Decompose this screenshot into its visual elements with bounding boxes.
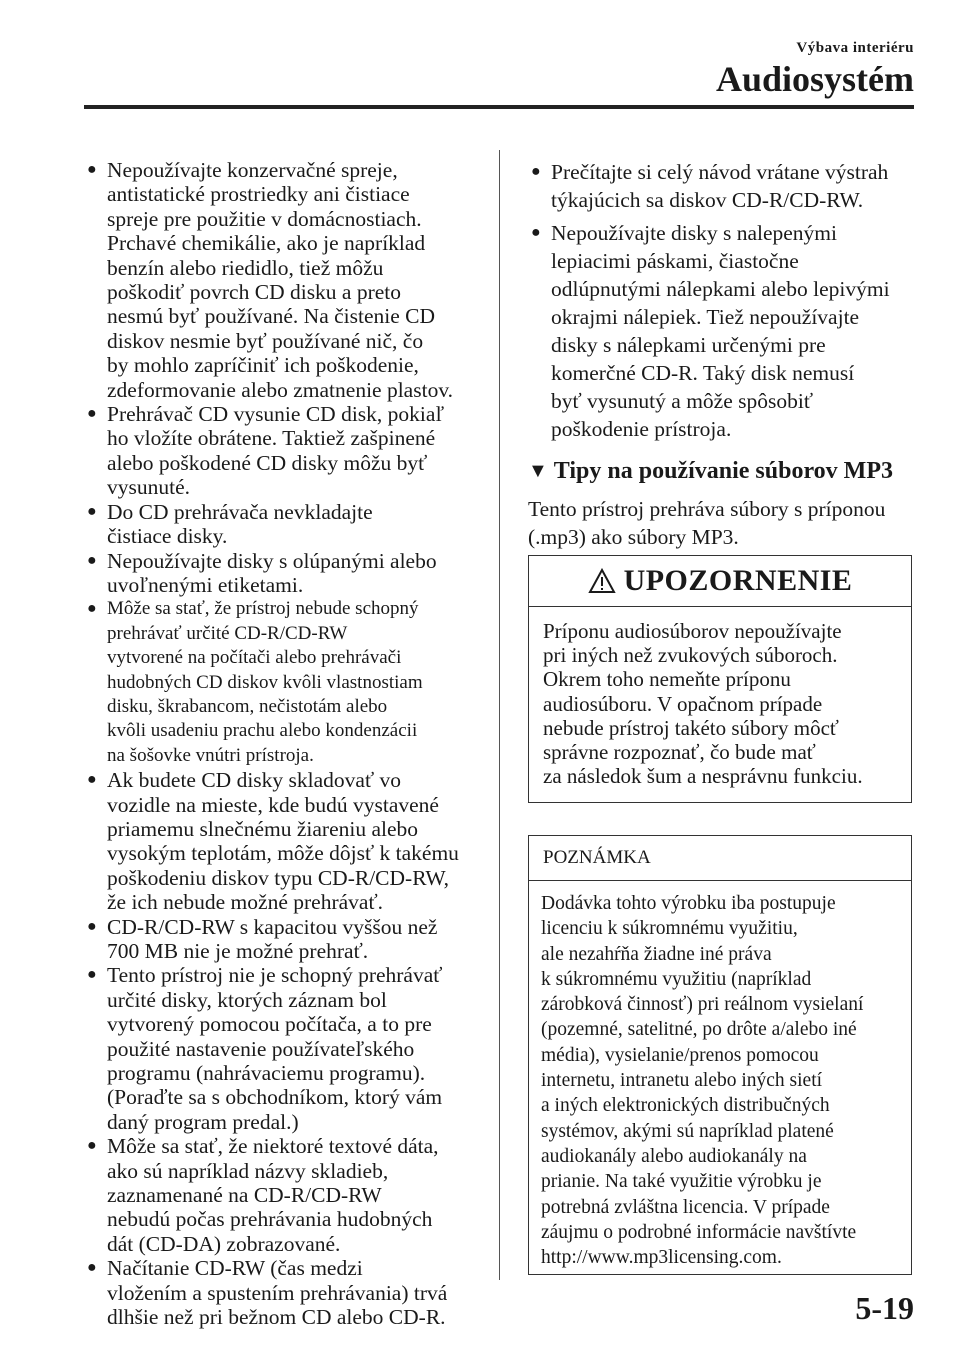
section-heading	[528, 458, 916, 485]
list-item	[528, 219, 916, 443]
list-item-text: Môže sa stať, že prístroj nebude schopný prehrávať určité CD-R/CD-RW vytvorené na počítači alebo prehrávači hudobných CD diskov kvôli vlastnostiam disku, škrabancom, nečistotám alebo kvôli usadeniu prachu alebo kondenzácii na šošovke vnútri prístroja.	[107, 598, 423, 766]
list-item-text: Tento prístroj nie je schopný prehrávať určité disky, ktorých záznam bol vytvorený pomocou počítača, a to pre použité nastavenie používateľského programu (nahrávaciemu programu). (Poraďte sa s obchodníkom, ktorý vám daný program predal.)	[107, 963, 443, 1134]
list-item	[84, 402, 484, 500]
list-item	[84, 500, 484, 549]
bullet-icon: ●	[87, 1259, 97, 1277]
list-item	[84, 158, 484, 402]
triangle-down-icon: ▼	[528, 460, 548, 482]
note-body: Dodávka tohto výrobku iba postupuje licenciu k súkromnému využitiu, ale nezahŕňa žiadne iné práva k súkromnému využitiu (napríklad zárobková činnosť) pri reálnom vysielaní (pozemné, satelitné, po drôte a/alebo iné média), vysielanie/prenos pomocou internetu, intranetu alebo iných sietí a iných elektronických distribučných systémov, akými sú napríklad platené audiokanály alebo audiokanály na prianie. Na také využitie výrobku je potrebná zvláštna licencia. V prípade záujmu o podrobné informácie navštívte http://www.mp3licensing.com.	[541, 893, 864, 1269]
list-item	[84, 1134, 484, 1256]
list-item-text: CD-R/CD-RW s kapacitou vyššou než 700 MB nie je možné prehrať.	[107, 914, 438, 963]
list-item-text: Prehrávač CD vysunie CD disk, pokiaľ ho vložíte obrátene. Taktiež zašpinené alebo poškodené CD disky môžu byť vysunuté.	[107, 402, 445, 500]
list-item	[528, 158, 916, 214]
bullet-icon: ●	[87, 966, 97, 984]
bullet-icon: ●	[87, 771, 97, 789]
list-item	[84, 915, 484, 964]
bullet-icon: ●	[87, 161, 97, 178]
bullet-icon: ●	[87, 1137, 97, 1155]
warning-header	[529, 556, 911, 607]
list-item-text: Nepoužívajte disky s olúpanými alebo uvoľnenými etiketami.	[107, 548, 437, 597]
list-item	[84, 963, 484, 1134]
warning-body: Príponu audiosúborov nepoužívajte pri iných než zvukových súboroch. Okrem toho nemeňte príponu audiosúboru. V opačnom prípade nebude prístroj takéto súbory môcť správne rozpoznať, čo bude mať za následok šum a nesprávnu funkciu.	[543, 619, 863, 789]
section-heading-text: Tipy na používanie súborov MP3	[553, 458, 893, 484]
list-item-text: Načítanie CD-RW (čas medzi vložením a spustením prehrávania) trvá dlhšie než pri bežnom CD alebo CD-R.	[107, 1256, 448, 1330]
warning-title: UPOZORNENIE	[623, 564, 853, 597]
list-item-text: Ak budete CD disky skladovať vo vozidle na mieste, kde budú vystavené priamemu slnečnému žiareniu alebo vysokým teplotám, môže dôjsť k takému poškodeniu diskov typu CD-R/CD-RW, že ich nebude možné prehrávať.	[107, 768, 459, 915]
warning-triangle-icon	[588, 568, 616, 594]
left-column	[84, 158, 484, 1330]
mp3-intro-text: Tento prístroj prehráva súbory s príponou (.mp3) ako súbory MP3.	[528, 497, 886, 549]
page-number: 5-19	[855, 1290, 914, 1326]
list-item-text: Nepoužívajte disky s nalepenými lepiacimi páskami, čiastočne odlúpnutými nálepkami alebo lepivými okrajmi nálepiek. Tiež nepoužívajte disky s nálepkami určenými pre komerčné CD-R. Taký disk nemusí byť vysunutý a môže spôsobiť poškodenie prístroja.	[551, 221, 890, 441]
list-item	[84, 768, 484, 914]
list-item	[84, 549, 484, 598]
bullet-icon: ●	[87, 502, 97, 520]
bullet-icon: ●	[87, 551, 97, 569]
note-box	[528, 835, 912, 1275]
list-item-text: Do CD prehrávača nevkladajte čistiace disky.	[107, 499, 373, 549]
bullet-icon: ●	[87, 405, 97, 423]
note-title: POZNÁMKA	[529, 836, 911, 881]
column-divider	[499, 150, 500, 1280]
page-title: Audiosystém	[715, 59, 914, 99]
list-item-text: Nepoužívajte konzervačné spreje, antistatické prostriedky ani čistiace spreje pre použitie v domácnostiach. Prchavé chemikálie, ako je napríklad benzín alebo riedidlo, tiež môžu poškodiť povrch CD disku a preto nesmú byť používané. Na čistenie CD diskov nesmie byť používané nič, čo by mohlo zapríčiniť ich poškodenie, zdeformovanie alebo zmatnenie plastov.	[107, 158, 454, 402]
bullet-icon: ●	[87, 600, 97, 618]
list-item	[84, 597, 484, 768]
right-column	[528, 158, 916, 551]
bullet-icon: ●	[87, 917, 97, 935]
list-item-text: Môže sa stať, že niektoré textové dáta, ako sú napríklad názvy skladieb, zaznamenané na CD-R/CD-RW nebudú počas prehrávania hudobných dát (CD-DA) zobrazované.	[107, 1134, 439, 1256]
right-bullet-list	[528, 158, 916, 443]
list-item	[84, 1256, 484, 1329]
list-item-text: Prečítajte si celý návod vrátane výstrah týkajúcich sa diskov CD-R/CD-RW.	[551, 160, 889, 212]
left-bullet-list	[84, 158, 484, 1330]
bullet-icon: ●	[531, 163, 541, 180]
bullet-icon: ●	[531, 224, 541, 241]
header-section-label: Výbava interiéru	[796, 40, 914, 56]
warning-box	[528, 555, 912, 803]
header-rule	[84, 105, 914, 109]
